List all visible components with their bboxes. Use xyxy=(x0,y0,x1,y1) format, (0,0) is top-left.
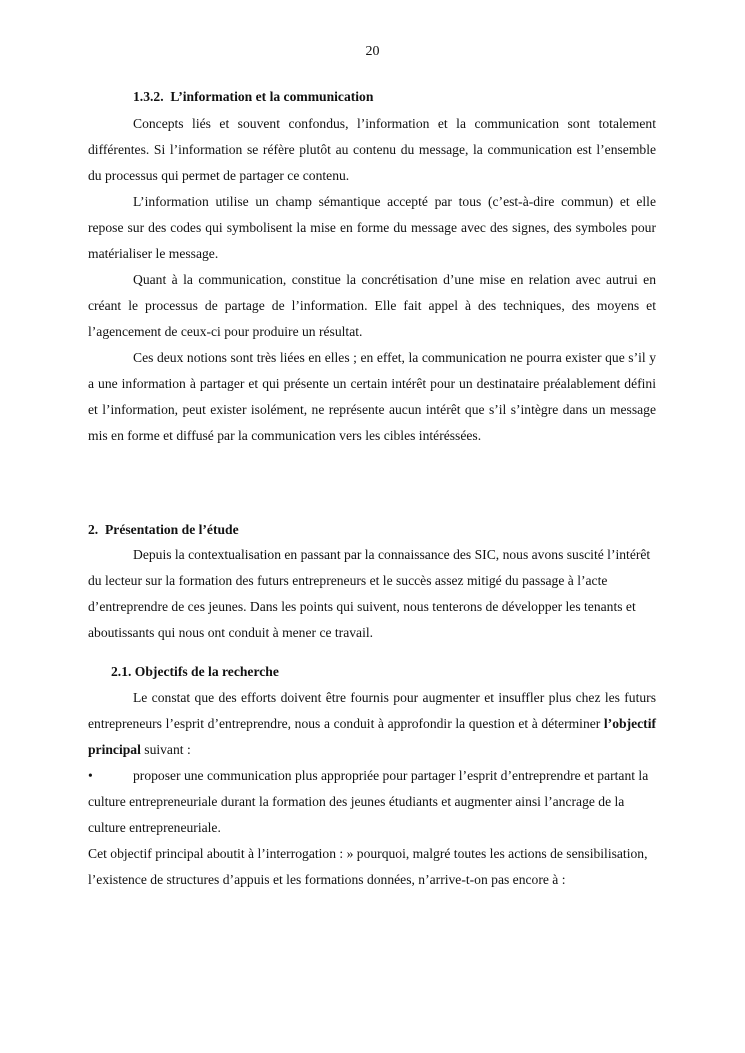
paragraph: Depuis la contextualisation en passant par la connaissance des SIC, nous avons suscité l’intérêt du lecteur sur la formation des futurs entrepreneurs et le succès assez mitigé du passage à l’acte d’entreprendre de ces jeunes. Dans les points qui suivent, nous tenterons de développer les tenants et aboutissants qui nous ont conduit à mener ce travail. xyxy=(88,547,651,640)
bullet-icon: • xyxy=(88,768,93,783)
section-number: 2. xyxy=(88,522,99,537)
bullet-text: proposer une communication plus appropriée pour partager l’esprit d’entreprendre et partant la culture entrepreneuriale durant la formation des jeunes étudiants et augmenter ainsi l’ancrage de la culture entrepreneuriale. xyxy=(88,768,649,835)
paragraph: Quant à la communication, constitue la concrétisation d’une mise en relation avec autrui en créant le processus de partage de l’information. Elle fait appel à des techniques, des moyens et l’agencement de ceux-ci pour produire un résultat. xyxy=(88,272,656,339)
section-2-1-heading xyxy=(111,664,279,680)
intro-text: Le constat que des efforts doivent être fournis pour augmenter et insuffler plus chez les futurs entrepreneurs l’esprit d’entreprendre, nous a conduit à approfondir la question et à déterminer xyxy=(88,690,656,731)
section-title: Présentation de l’étude xyxy=(105,522,239,537)
section-number: 2.1. xyxy=(111,664,132,679)
section-2-heading xyxy=(88,522,239,538)
bold-term: l’objectif principal xyxy=(88,716,656,757)
paragraph: Concepts liés et souvent confondus, l’information et la communication sont totalement différentes. Si l’information se réfère plutôt au contenu du message, la communication est l’ensemble du processus qui permet de partager ce contenu. xyxy=(88,116,656,183)
paragraph: L’information utilise un champ sémantique accepté par tous (c’est-à-dire commun) et elle repose sur des codes qui symbolisent la mise en forme du message avec des signes, des symboles pour matérialiser le message. xyxy=(88,194,656,261)
paragraph xyxy=(88,685,656,763)
paragraph: Cet objectif principal aboutit à l’interrogation : » pourquoi, malgré toutes les actions de sensibilisation, l’existence de structures d’appuis et les formations données, n’arrive-t-on pas encore à : xyxy=(88,846,648,887)
section-number: 1.3.2. xyxy=(133,89,164,104)
section-title: L’information et la communication xyxy=(170,89,374,104)
page-number: 20 xyxy=(365,44,380,59)
section-1-3-2-heading xyxy=(133,89,373,105)
intro-end: suivant : xyxy=(140,742,191,757)
section-title: Objectifs de la recherche xyxy=(134,664,279,679)
paragraph: Ces deux notions sont très liées en elles ; en effet, la communication ne pourra exister que s’il y a une information à partager et qui présente un certain intérêt pour un destinataire préalablement défini et l’information, peut exister isolément, ne représente aucun intérêt que s’il s’intègre dans un message mis en forme et diffusé par la communication vers les cibles intéréssées. xyxy=(88,350,656,443)
bullet-item xyxy=(88,763,656,841)
